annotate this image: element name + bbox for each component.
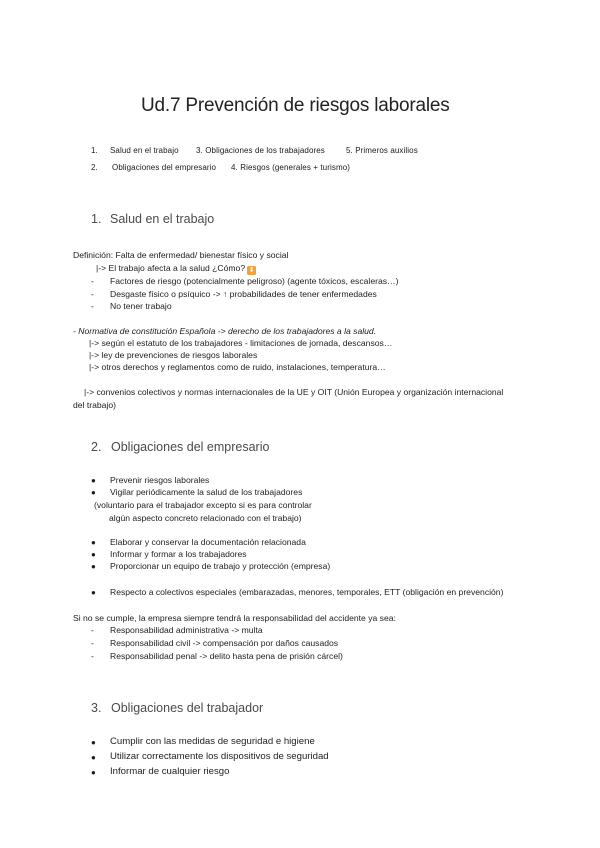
convenios-text: |-> convenios colectivos y normas internacionales de la UE y OIT (Unión Europea y organización internacional — [84, 387, 504, 397]
normativa-item: |-> según el estatuto de los trabajadores - limitaciones de jornada, descansos… — [89, 338, 393, 348]
list-item: Vigilar periódicamente la salud de los trabajadores — [110, 487, 303, 497]
list-item: Proporcionar un equipo de trabajo y protección (empresa) — [110, 561, 331, 571]
list-item: Utilizar correctamente los dispositivos de seguridad — [110, 751, 329, 762]
dash-marker: - — [91, 276, 94, 286]
bullet-marker: ● — [91, 550, 96, 559]
list-item: Factores de riesgo (potencialmente peligroso) (agente tóxicos, escaleras…) — [110, 276, 399, 286]
bullet-marker: ● — [91, 738, 96, 747]
convenios-text-cont: del trabajo) — [73, 400, 116, 410]
definition-text: Definición: Falta de enfermedad/ bienestar físico y social — [73, 250, 289, 260]
section-3-heading: Obligaciones del trabajador — [111, 701, 264, 715]
bullet-marker: ● — [91, 768, 96, 777]
section-1-heading: Salud en el trabajo — [110, 212, 215, 226]
page-title: Ud.7 Prevención de riesgos laborales — [141, 95, 450, 116]
list-item: Responsabilidad penal -> delito hasta pena de prisión cárcel) — [110, 651, 343, 661]
list-item: Informar de cualquier riesgo — [110, 766, 230, 777]
list-item: Respecto a colectivos especiales (embarazadas, menores, temporales, ETT (obligación en prevención) — [110, 587, 504, 597]
toc-item-obligaciones-trabajadores: 3. Obligaciones de los trabajadores — [196, 146, 325, 155]
toc-num-1: 1. — [91, 146, 98, 155]
bullet-marker: ● — [91, 538, 96, 547]
note-text: (voluntario para el trabajador excepto si es para controlar — [94, 500, 312, 510]
dash-marker: - — [91, 651, 94, 661]
dash-marker: - — [91, 625, 94, 635]
responsabilidad-intro: Si no se cumple, la empresa siempre tendrá la responsabilidad del accidente ya sea: — [73, 613, 396, 623]
list-item: Cumplir con las medidas de seguridad e higiene — [110, 736, 315, 747]
list-item: Responsabilidad civil -> compensación por daños causados — [110, 638, 339, 648]
list-item: Responsabilidad administrativa -> multa — [110, 625, 263, 635]
dash-marker: - — [91, 289, 94, 299]
dash-marker: - — [91, 301, 94, 311]
list-item: No tener trabajo — [110, 301, 172, 311]
note-text-cont: algún aspecto concreto relacionado con el trabajo) — [109, 513, 302, 523]
toc-item-riesgos: 4. Riesgos (generales + turismo) — [231, 163, 351, 172]
arrow-text: |-> El trabajo afecta a la salud ¿Cómo? — [96, 263, 246, 273]
normativa-item: |-> ley de prevenciones de riesgos laborales — [89, 350, 258, 360]
arrow-line — [96, 263, 256, 275]
bullet-marker: ● — [91, 488, 96, 497]
down-arrow-emoji-icon: ⬇ — [248, 267, 255, 274]
dash-marker: - — [91, 638, 94, 648]
list-item: Elaborar y conservar la documentación relacionada — [110, 537, 306, 547]
normativa-item: |-> otros derechos y reglamentos como de ruido, instalaciones, temperatura… — [89, 362, 386, 372]
list-item: Informar y formar a los trabajadores — [110, 549, 247, 559]
bullet-marker: ● — [91, 562, 96, 571]
section-1-number: 1. — [91, 212, 102, 226]
section-2-number: 2. — [91, 440, 102, 454]
section-2-heading: Obligaciones del empresario — [111, 440, 270, 454]
toc-item-obligaciones-empresario: Obligaciones del empresario — [112, 163, 217, 172]
toc-item-salud: Salud en el trabajo — [110, 146, 179, 155]
section-3-number: 3. — [91, 701, 102, 715]
list-item: Prevenir riesgos laborales — [110, 475, 210, 485]
bullet-marker: ● — [91, 476, 96, 485]
toc-item-primeros-auxilios: 5. Primeros auxilios — [346, 146, 418, 155]
normativa-text: - Normativa de constitución Española -> derecho de los trabajadores a la salud. — [73, 326, 377, 336]
bullet-marker: ● — [91, 753, 96, 762]
bullet-marker: ● — [91, 588, 96, 597]
list-item: Desgaste físico o psíquico -> ↑ probabilidades de tener enfermedades — [110, 289, 377, 299]
toc-num-2: 2. — [91, 163, 98, 172]
